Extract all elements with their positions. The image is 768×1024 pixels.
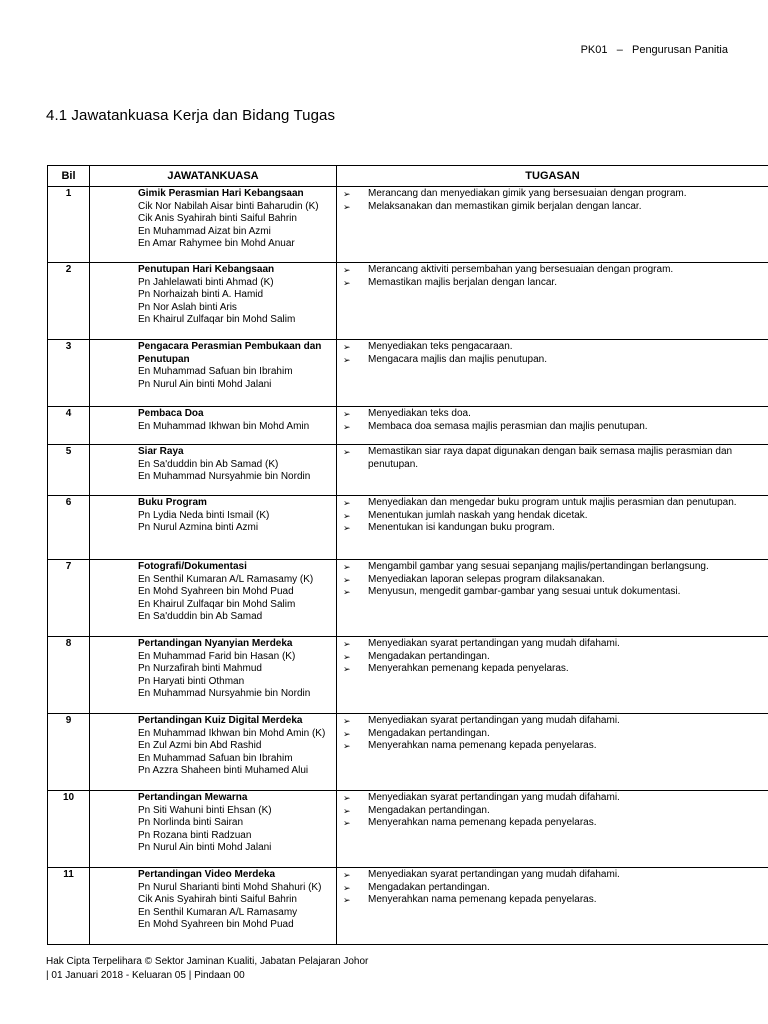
task-item [341,586,764,599]
committee-member: Pn Nor Aslah binti Aris [138,301,237,313]
task-item [341,277,764,290]
row-number: 10 [48,791,90,868]
arrow-bullet-icon: ➢ [343,510,351,521]
tasks-cell [337,340,768,407]
task-text: Menyerahkan nama pemenang kepada penyelaras. [368,817,597,829]
arrow-bullet-icon: ➢ [343,793,351,803]
task-item [341,446,764,471]
task-item [341,715,764,728]
table-row [48,560,768,637]
task-text: Memastikan majlis berjalan dengan lancar. [368,276,557,288]
committee-member: Pn Nurul Sharianti binti Mohd Shahuri (K) [138,881,322,893]
arrow-bullet-icon: ➢ [343,870,351,880]
section-title: 4.1 Jawatankuasa Kerja dan Bidang Tugas [46,107,336,124]
task-item [341,264,764,277]
committee-member: En Senthil Kumaran A/L Ramasamy [138,906,298,918]
committee-cell [90,791,337,868]
committee-cell [90,407,337,445]
arrow-bullet-icon: ➢ [343,189,351,199]
row-number: 4 [48,407,90,445]
committee-cell [90,340,337,407]
committee-name: Pembaca Doa [138,408,204,419]
row-number: 2 [48,263,90,340]
committee-member: Cik Nor Nabilah Aisar binti Baharudin (K) [138,200,319,212]
table-row [48,637,768,714]
row-number: 7 [48,560,90,637]
task-item [341,638,764,651]
committee-member: Cik Anis Syahirah binti Saiful Bahrin [138,894,297,906]
arrow-bullet-icon: ➢ [343,562,351,572]
committee-member: Pn Lydia Neda binti Ismail (K) [138,509,270,521]
task-text: Membaca doa semasa majlis perasmian dan majlis penutupan. [368,420,648,432]
committee-member: En Sa'duddin bin Ab Samad [138,611,263,623]
committee-table [47,165,768,945]
task-item [341,574,764,587]
committee-cell [90,445,337,496]
task-item [341,522,764,535]
table-row [48,187,768,263]
committee-member: En Muhammad Safuan bin Ibrahim [138,752,293,764]
task-item [341,408,764,421]
committee-member: En Muhammad Farid bin Hasan (K) [138,650,296,662]
committee-member: En Muhammad Safuan bin Ibrahim [138,366,293,378]
task-item [341,882,764,895]
arrow-bullet-icon: ➢ [343,342,351,352]
task-item [341,510,764,523]
committee-member: Pn Nurzafirah binti Mahmud [138,663,262,675]
arrow-bullet-icon: ➢ [343,201,351,212]
column-header-tugasan: TUGASAN [337,166,768,187]
arrow-bullet-icon: ➢ [343,523,351,534]
task-text: Menentukan isi kandungan buku program. [368,522,555,534]
tasks-cell [337,637,768,714]
arrow-bullet-icon: ➢ [343,277,351,288]
committee-member: En Khairul Zulfaqar bin Mohd Salim [138,314,296,326]
task-item [341,728,764,741]
committee-member: En Mohd Syahreen bin Mohd Puad [138,919,294,931]
committee-name: Pertandingan Kuiz Digital Merdeka [138,715,303,726]
committee-name: Pertandingan Mewarna [138,792,248,803]
committee-cell [90,187,337,263]
committee-cell [90,560,337,637]
committee-member: En Zul Azmi bin Abd Rashid [138,740,262,752]
task-text: Menyediakan syarat pertandingan yang mudah difahami. [368,715,620,726]
row-number: 5 [48,445,90,496]
tasks-cell [337,868,768,945]
arrow-bullet-icon: ➢ [343,409,351,419]
committee-name: Fotografi/Dokumentasi [138,561,247,572]
committee-member: En Muhammad Nursyahmie bin Nordin [138,471,311,483]
committee-member: Pn Norhaizah binti A. Hamid [138,289,264,301]
task-text: Mengambil gambar yang sesuai sepanjang majlis/pertandingan berlangsung. [368,561,709,572]
column-header-bil: Bil [48,166,90,187]
table-row [48,407,768,445]
task-text: Merancang aktiviti persembahan yang bersesuaian dengan program. [368,264,674,275]
committee-member: En Muhammad Nursyahmie bin Nordin [138,688,311,700]
arrow-bullet-icon: ➢ [343,498,351,508]
committee-member: Pn Rozana binti Radzuan [138,829,252,841]
committee-cell [90,496,337,560]
row-number: 3 [48,340,90,407]
task-text: Merancang dan menyediakan gimik yang bersesuaian dengan program. [368,188,687,199]
committee-name: Pengacara Perasmian Pembukaan dan Penutupan [138,341,322,365]
task-text: Menyediakan syarat pertandingan yang mudah difahami. [368,869,620,880]
tasks-cell [337,560,768,637]
task-text: Menyediakan syarat pertandingan yang mudah difahami. [368,638,620,649]
task-item [341,497,764,510]
task-text: Memastikan siar raya dapat digunakan dengan baik semasa majlis perasmian dan penutupan. [368,446,733,470]
committee-cell [90,868,337,945]
task-text: Mengadakan pertandingan. [368,650,490,662]
committee-member: En Sa'duddin bin Ab Samad (K) [138,458,279,470]
task-text: Menyediakan teks doa. [368,408,471,419]
committee-member: En Amar Rahymee bin Mohd Anuar [138,238,295,250]
committee-member: En Khairul Zulfaqar bin Mohd Salim [138,598,296,610]
task-text: Mengacara majlis dan majlis penutupan. [368,353,547,365]
tasks-cell [337,187,768,263]
committee-member: Pn Norlinda binti Sairan [138,817,244,829]
table-row [48,868,768,945]
task-item [341,894,764,907]
task-item [341,805,764,818]
task-item [341,354,764,367]
task-text: Menyediakan laporan selepas program dilaksanakan. [368,573,605,585]
committee-member: Cik Anis Syahirah binti Saiful Bahrin [138,213,297,225]
page-header [581,44,728,56]
task-item [341,869,764,882]
task-item [341,792,764,805]
task-text: Menyediakan dan mengedar buku program untuk majlis perasmian dan penutupan. [368,497,737,508]
task-text: Melaksanakan dan memastikan gimik berjalan dengan lancar. [368,200,642,212]
committee-name: Penutupan Hari Kebangsaan [138,264,275,275]
task-item [341,421,764,434]
committee-member: Pn Nurul Ain binti Mohd Jalani [138,842,272,854]
arrow-bullet-icon: ➢ [343,805,351,816]
arrow-bullet-icon: ➢ [343,818,351,829]
arrow-bullet-icon: ➢ [343,574,351,585]
committee-member: En Muhammad Ikhwan bin Mohd Amin [138,420,310,432]
page-footer [46,955,368,983]
arrow-bullet-icon: ➢ [343,882,351,893]
committee-name: Siar Raya [138,446,184,457]
copyright-text: Hak Cipta Terpelihara © Sektor Jaminan Kualiti, Jabatan Pelajaran Johor [46,956,369,967]
committee-member: Pn Siti Wahuni binti Ehsan (K) [138,804,272,816]
table-row [48,445,768,496]
committee-member: Pn Jahlelawati binti Ahmad (K) [138,276,274,288]
tasks-cell [337,714,768,791]
arrow-bullet-icon: ➢ [343,354,351,365]
document-code: PK01 [580,44,608,56]
arrow-bullet-icon: ➢ [343,587,351,598]
table-header-row [48,166,768,187]
table-row [48,340,768,407]
tasks-cell [337,496,768,560]
committee-member: Pn Azzra Shaheen binti Muhamed Alui [138,765,309,777]
task-text: Mengadakan pertandingan. [368,804,490,816]
task-item [341,740,764,753]
header-separator: – [616,44,623,56]
committee-member: En Senthil Kumaran A/L Ramasamy (K) [138,573,314,585]
committee-member: Pn Haryati binti Othman [138,675,245,687]
committee-cell [90,263,337,340]
task-text: Mengadakan pertandingan. [368,727,490,739]
committee-name: Gimik Perasmian Hari Kebangsaan [138,188,304,199]
arrow-bullet-icon: ➢ [343,265,351,275]
task-text: Mengadakan pertandingan. [368,881,490,893]
task-item [341,817,764,830]
tasks-cell [337,791,768,868]
arrow-bullet-icon: ➢ [343,447,351,457]
task-text: Menyerahkan nama pemenang kepada penyelaras. [368,740,597,752]
committee-name: Pertandingan Video Merdeka [138,869,276,880]
task-text: Menyediakan teks pengacaraan. [368,341,513,352]
task-text: Menentukan jumlah naskah yang hendak dicetak. [368,509,588,521]
row-number: 8 [48,637,90,714]
task-item [341,561,764,574]
row-number: 11 [48,868,90,945]
arrow-bullet-icon: ➢ [343,421,351,432]
committee-member: En Muhammad Ikhwan bin Mohd Amin (K) [138,727,326,739]
document-title: Pengurusan Panitia [631,44,728,56]
tasks-cell [337,407,768,445]
arrow-bullet-icon: ➢ [343,651,351,662]
task-text: Menyerahkan nama pemenang kepada penyelaras. [368,894,597,906]
arrow-bullet-icon: ➢ [343,895,351,906]
committee-member: En Muhammad Aizat bin Azmi [138,225,271,237]
committee-cell [90,637,337,714]
table-row [48,496,768,560]
table-row [48,263,768,340]
committee-name: Pertandingan Nyanyian Merdeka [138,638,293,649]
arrow-bullet-icon: ➢ [343,639,351,649]
arrow-bullet-icon: ➢ [343,716,351,726]
arrow-bullet-icon: ➢ [343,664,351,675]
task-item [341,663,764,676]
committee-name: Buku Program [138,497,207,508]
row-number: 6 [48,496,90,560]
committee-member: En Mohd Syahreen bin Mohd Puad [138,586,294,598]
arrow-bullet-icon: ➢ [343,728,351,739]
task-text: Menyediakan syarat pertandingan yang mudah difahami. [368,792,620,803]
committee-cell [90,714,337,791]
column-header-jawatankuasa: JAWATANKUASA [90,166,337,187]
task-item [341,651,764,664]
task-text: Menyusun, mengedit gambar-gambar yang sesuai untuk dokumentasi. [368,586,681,598]
task-item [341,341,764,354]
tasks-cell [337,263,768,340]
table-row [48,714,768,791]
committee-member: Pn Nurul Azmina binti Azmi [138,522,259,534]
table-row [48,791,768,868]
task-item [341,201,764,214]
arrow-bullet-icon: ➢ [343,741,351,752]
task-item [341,188,764,201]
row-number: 9 [48,714,90,791]
committee-member: Pn Nurul Ain binti Mohd Jalani [138,378,272,390]
task-text: Menyerahkan pemenang kepada penyelaras. [368,663,569,675]
issue-info: | 01 Januari 2018 - Keluaran 05 | Pindaan 00 [46,970,245,981]
row-number: 1 [48,187,90,263]
tasks-cell [337,445,768,496]
